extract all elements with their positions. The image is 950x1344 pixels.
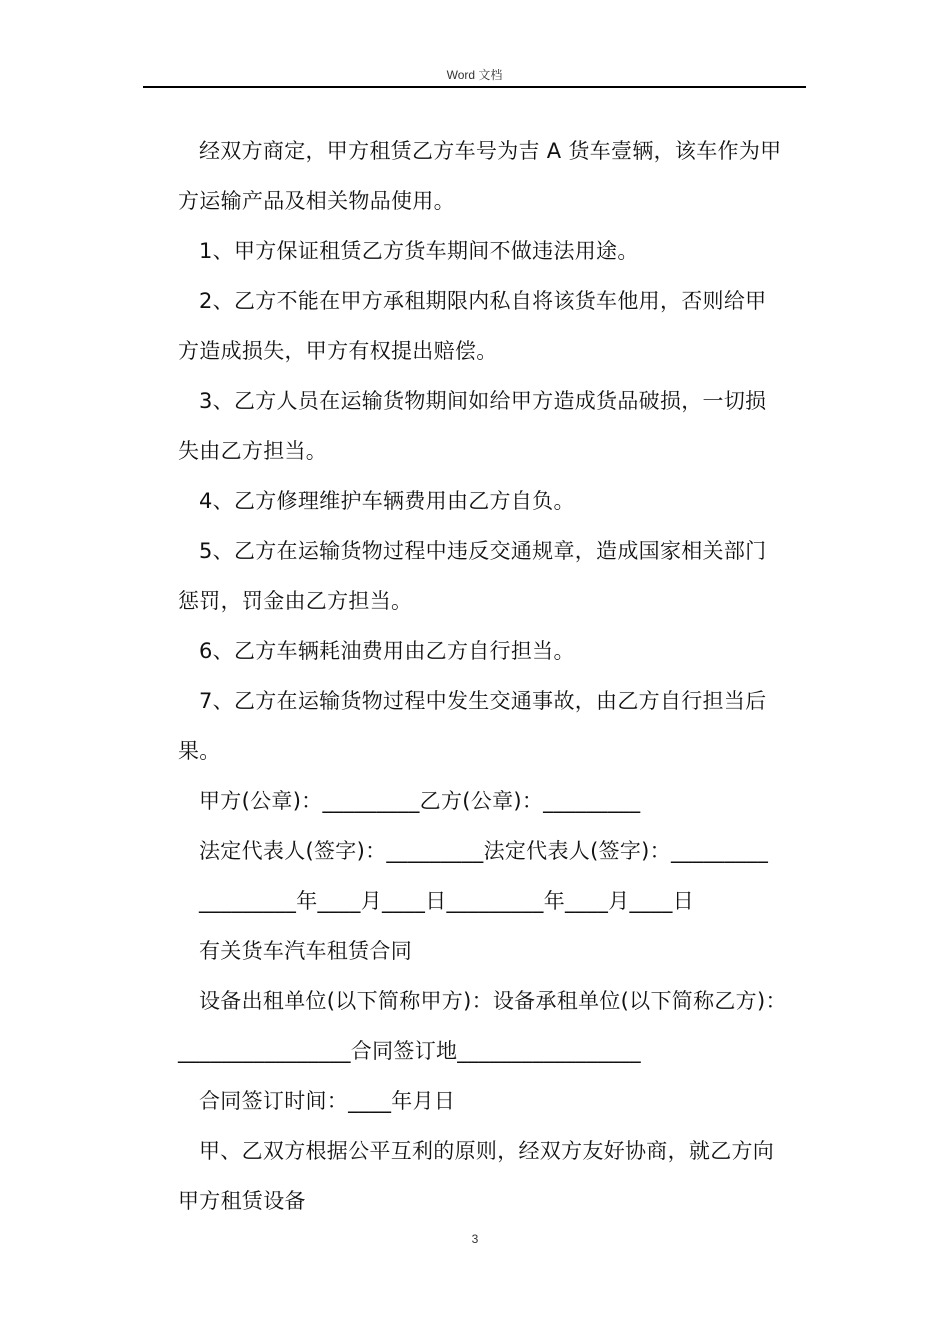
paragraph-line: 甲方租赁设备 xyxy=(178,1189,306,1213)
page-header: Word 文档 xyxy=(446,68,503,82)
paragraph-line: 失由乙方担当。 xyxy=(178,439,328,463)
date-line xyxy=(178,876,803,926)
clause-7 xyxy=(178,676,803,776)
paragraph-line: _________年____月____日_________年____月____日 xyxy=(199,889,694,913)
document-body xyxy=(178,126,803,1226)
header-divider xyxy=(143,86,806,88)
page-number: 3 xyxy=(471,1232,479,1246)
paragraph-line: 经双方商定，甲方租赁乙方车号为吉 A 货车壹辆，该车作为甲 xyxy=(199,139,782,163)
paragraph xyxy=(178,126,803,226)
paragraph-line: 法定代表人(签字)：_________法定代表人(签字)：_________ xyxy=(199,839,769,863)
clause-5 xyxy=(178,526,803,626)
clause-1 xyxy=(178,226,803,276)
signature-line xyxy=(178,826,803,876)
paragraph-line: 甲方(公章)：_________乙方(公章)：_________ xyxy=(199,789,641,813)
paragraph-line: 方造成损失，甲方有权提出赔偿。 xyxy=(178,339,498,363)
section-title xyxy=(178,926,803,976)
paragraph xyxy=(178,1126,803,1226)
contract-date-line xyxy=(178,1076,803,1126)
paragraph-line: 惩罚，罚金由乙方担当。 xyxy=(178,589,413,613)
paragraph-line: 3、乙方人员在运输货物期间如给甲方造成货品破损，一切损 xyxy=(199,389,767,413)
clause-2 xyxy=(178,276,803,376)
paragraph-line: ________________合同签订地_________________ xyxy=(178,1039,641,1063)
paragraph-line: 甲、乙双方根据公平互利的原则，经双方友好协商，就乙方向 xyxy=(199,1139,775,1163)
paragraph-line: 7、乙方在运输货物过程中发生交通事故，由乙方自行担当后 xyxy=(199,689,767,713)
paragraph-line: 有关货车汽车租赁合同 xyxy=(199,939,412,963)
paragraph-line: 6、乙方车辆耗油费用由乙方自行担当。 xyxy=(199,639,575,663)
clause-6 xyxy=(178,626,803,676)
clause-3 xyxy=(178,376,803,476)
paragraph-line: 4、乙方修理维护车辆费用由乙方自负。 xyxy=(199,489,575,513)
clause-4 xyxy=(178,476,803,526)
paragraph-line: 设备出租单位(以下简称甲方)：设备承租单位(以下简称乙方)： xyxy=(199,989,787,1013)
paragraph-line: 2、乙方不能在甲方承租期限内私自将该货车他用，否则给甲 xyxy=(199,289,767,313)
paragraph-line: 5、乙方在运输货物过程中违反交通规章，造成国家相关部门 xyxy=(199,539,767,563)
parties-line xyxy=(178,976,803,1076)
paragraph-line: 合同签订时间：____年月日 xyxy=(199,1089,456,1113)
paragraph-line: 1、甲方保证租赁乙方货车期间不做违法用途。 xyxy=(199,239,639,263)
paragraph-line: 方运输产品及相关物品使用。 xyxy=(178,189,455,213)
seal-line xyxy=(178,776,803,826)
paragraph-line: 果。 xyxy=(178,739,221,763)
